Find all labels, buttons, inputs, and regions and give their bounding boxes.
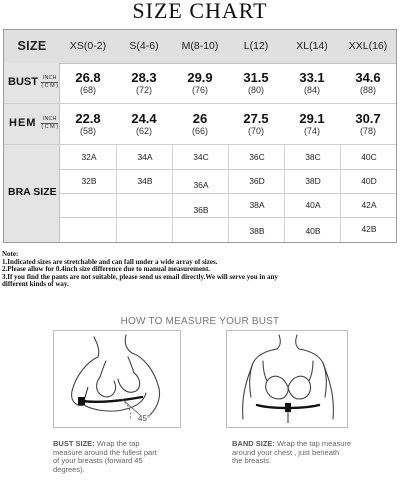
- hem-inch: 27.5: [243, 111, 269, 126]
- band-measure-illustration: [226, 330, 348, 428]
- hem-cm: (70): [247, 126, 264, 136]
- hem-label: HEM: [9, 117, 37, 129]
- band-caption-text: the breasts.: [232, 456, 272, 465]
- band-size-caption: [232, 440, 382, 466]
- bra-cell: 36D: [249, 176, 265, 186]
- unit-cm: ( C M ): [41, 124, 59, 130]
- bra-cell: 42B: [361, 224, 377, 234]
- hem-inch: 26: [192, 111, 208, 126]
- bust-cell: [340, 71, 396, 95]
- bust-cell: [172, 71, 228, 95]
- band-caption-lead: BAND SIZE:: [232, 439, 275, 448]
- hem-cm: (62): [135, 126, 152, 136]
- note-line: 1.Indicated sizes are stretchable and can fall under a wide array of sizes.: [2, 257, 218, 266]
- hem-inch: 30.7: [355, 111, 381, 126]
- hem-inch: 22.8: [75, 111, 101, 126]
- bust-inch: 31.5: [243, 70, 269, 85]
- hem-row-label: [4, 104, 60, 144]
- band-caption-text: around your chest , just beneath: [232, 447, 340, 457]
- bra-size-label: BRA SIZE: [8, 186, 57, 198]
- header-size: L(12): [243, 40, 269, 52]
- unit-label: [41, 116, 58, 131]
- hem-cell: [228, 112, 284, 136]
- hem-cell: [60, 112, 116, 136]
- bra-cell: 42A: [361, 200, 377, 210]
- bust-figure-icon: [54, 331, 180, 427]
- angle-label: 45°: [138, 414, 151, 423]
- note-line: different kinds of way.: [2, 280, 69, 289]
- bust-inch: 28.3: [131, 70, 157, 85]
- bra-cell: 40C: [361, 152, 377, 162]
- bust-row-label: [4, 63, 60, 103]
- table-header-row: [4, 30, 396, 64]
- bra-cell: 34C: [193, 152, 209, 162]
- hem-cm: (66): [191, 126, 208, 136]
- bust-cm: (84): [303, 85, 320, 95]
- bra-cell: 36C: [249, 152, 265, 162]
- header-size: S(4-6): [129, 40, 159, 52]
- row-divider: [4, 144, 396, 145]
- hem-cell: [116, 112, 172, 136]
- hem-cm: (58): [79, 126, 96, 136]
- bust-cm: (88): [359, 85, 376, 95]
- bust-caption-text: degrees).: [53, 464, 85, 474]
- unit-inch: INCH: [43, 75, 57, 81]
- row-divider: [4, 103, 396, 104]
- bra-cell: 36B: [193, 205, 209, 215]
- bra-cell: 38D: [305, 176, 321, 186]
- hem-cm: (74): [303, 126, 320, 136]
- bra-cell: 40D: [361, 176, 377, 186]
- bust-cm: (80): [247, 85, 264, 95]
- bust-label: BUST: [8, 76, 38, 88]
- bust-inch: 34.6: [355, 70, 381, 85]
- bust-cell: [284, 71, 340, 95]
- hem-inch: 24.4: [131, 111, 157, 126]
- header-size-label: SIZE: [17, 39, 47, 53]
- bust-cm: (72): [135, 85, 152, 95]
- unit-label: [41, 75, 58, 90]
- unit-inch: INCH: [43, 116, 57, 122]
- hem-cell: [172, 112, 228, 136]
- bust-cell: [60, 71, 116, 95]
- hem-cell: [340, 112, 396, 136]
- bust-inch: 33.1: [299, 70, 325, 85]
- bust-caption-text: of your breasts (forward 45: [53, 456, 143, 465]
- bra-cell: 34B: [137, 176, 153, 186]
- hem-cm: (78): [359, 126, 376, 136]
- bust-caption-text: measure around the fullest part: [53, 447, 157, 457]
- header-size: XS(0-2): [69, 40, 107, 52]
- bra-row-label: [4, 145, 60, 242]
- bust-inch: 29.9: [187, 70, 213, 85]
- note-line: 3.If you find the pants are not suitable, please send us email directly.We will serve you in any: [2, 272, 278, 281]
- bra-cell: 34A: [137, 152, 153, 162]
- bust-caption-lead: BUST SIZE:: [53, 439, 95, 448]
- note-line: Note:: [2, 250, 19, 258]
- header-size: XXL(16): [348, 40, 388, 52]
- size-chart-table: [3, 29, 397, 243]
- bra-cell: 38C: [305, 152, 321, 162]
- bra-cell: 32B: [81, 176, 97, 186]
- header-size: XL(14): [296, 40, 328, 52]
- howto-title: HOW TO MEASURE YOUR BUST: [120, 316, 280, 327]
- bust-size-caption: [53, 440, 203, 474]
- bra-cell: 40B: [305, 226, 321, 236]
- bra-cell: 38B: [249, 226, 265, 236]
- hem-cell: [284, 112, 340, 136]
- bust-inch: 26.8: [75, 70, 101, 85]
- bust-measure-illustration: [53, 330, 181, 428]
- bra-cell: 38A: [249, 200, 265, 210]
- bust-cell: [228, 71, 284, 95]
- hem-inch: 29.1: [299, 111, 325, 126]
- page-title: SIZE CHART: [132, 0, 268, 23]
- bust-cm: (68): [79, 85, 96, 95]
- band-figure-icon: [227, 331, 347, 427]
- header-size: M(8-10): [181, 40, 219, 52]
- band-caption-text: Wrap the tap measure: [277, 439, 352, 448]
- bust-cm: (76): [191, 85, 208, 95]
- unit-cm: ( C M ): [41, 83, 59, 89]
- bra-cell: 32A: [81, 152, 97, 162]
- bust-cell: [116, 71, 172, 95]
- bust-caption-text: Wrap the tap: [96, 439, 140, 448]
- notes-block: [2, 251, 398, 289]
- bra-cell: 40A: [305, 200, 321, 210]
- note-line: 2.Please allow for 0.4inch size difference due to manual measurement.: [2, 265, 211, 274]
- bra-cell: 36A: [193, 180, 209, 190]
